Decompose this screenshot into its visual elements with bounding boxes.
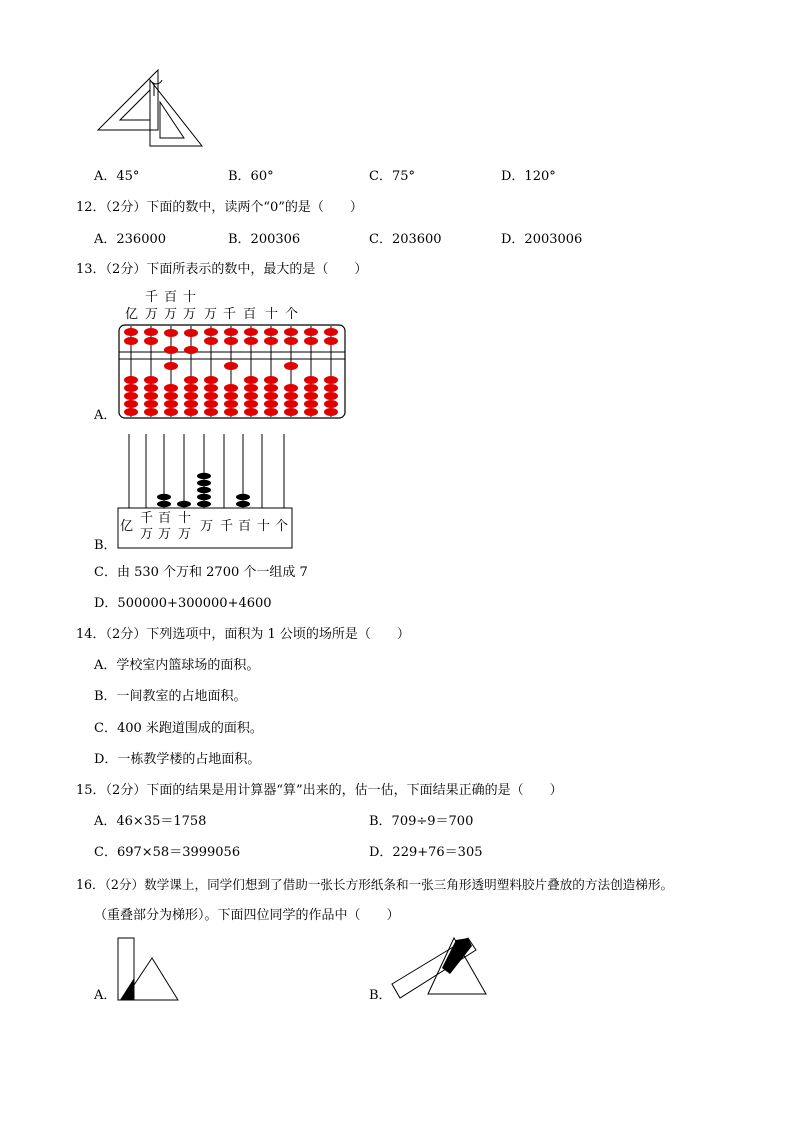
- abacus-a-bead: [164, 392, 178, 400]
- abacus-b-bead: [157, 501, 171, 507]
- abacus-b-bead: [157, 494, 171, 500]
- abacus-a-bottom-label-6: 千: [223, 307, 237, 322]
- abacus-a-bead: [204, 337, 218, 345]
- abacus-a-bead: [244, 392, 258, 400]
- abacus-a-bead: [264, 384, 278, 392]
- abacus-a-bead: [244, 337, 258, 345]
- q16-figure-b: [390, 936, 490, 1006]
- q16-stem-2: （重叠部分为梯形）。下面四位同学的作品中（ ）: [94, 908, 400, 923]
- abacus-a-bead: [144, 392, 158, 400]
- q16-figure-a: [116, 936, 186, 1002]
- q11-option-a[interactable]: A．45°: [94, 169, 140, 184]
- abacus-a-bead: [144, 384, 158, 392]
- q13-option-c[interactable]: C．由 530 个万和 2700 个一组成 7: [94, 565, 308, 580]
- abacus-a-bottom-label-4: 万: [183, 307, 197, 322]
- abacus-a-bead: [224, 400, 238, 408]
- abacus-a-bead: [164, 346, 178, 354]
- abacus-b-label-bai: 百: [158, 511, 172, 526]
- abacus-b-label-wan1: 万: [140, 527, 154, 542]
- abacus-a-bead: [264, 337, 278, 345]
- abacus-a-bead: [184, 392, 198, 400]
- abacus-a-bead: [184, 376, 198, 384]
- abacus-b-label-wan4: 万: [200, 519, 214, 534]
- abacus-b-label-qian2: 千: [220, 519, 234, 534]
- abacus-a-bead: [324, 337, 338, 345]
- q12-option-a[interactable]: A．236000: [94, 232, 167, 247]
- abacus-b-label-wan2: 万: [158, 527, 172, 542]
- q16-stem: 16．（2分）数学课上，同学们想到了借助一张长方形纸条和一张三角形透明塑料胶片叠放的方法创造梯形。: [76, 877, 674, 892]
- abacus-b-bead: [197, 480, 211, 486]
- abacus-b-label-shi2: 十: [257, 519, 271, 534]
- q15-option-d[interactable]: D．229+76＝305: [369, 845, 483, 860]
- abacus-a-bead: [204, 384, 218, 392]
- abacus-a-bead: [204, 400, 218, 408]
- q15-option-a[interactable]: A．46×35＝1758: [94, 814, 207, 829]
- q12-stem: 12．（2分）下面的数中，读两个“0”的是（ ）: [76, 200, 363, 215]
- abacus-a-top-label-2: 百: [164, 290, 178, 305]
- abacus-a-bead: [184, 408, 198, 416]
- abacus-a-bead: [304, 328, 318, 336]
- abacus-a-bead: [204, 392, 218, 400]
- abacus-a-bead: [324, 376, 338, 384]
- abacus-a-bead: [284, 400, 298, 408]
- q14-option-a[interactable]: A．学校室内篮球场的面积。: [94, 658, 260, 673]
- q13-option-d[interactable]: D．500000+300000+4600: [94, 596, 272, 611]
- abacus-a-bead: [144, 400, 158, 408]
- abacus-a-top-label-3: 十: [183, 290, 197, 305]
- abacus-a-bead: [264, 328, 278, 336]
- abacus-a-bead: [264, 376, 278, 384]
- abacus-b-label-bai2: 百: [238, 519, 252, 534]
- q12-option-b[interactable]: B．200306: [228, 232, 301, 247]
- abacus-a-bead: [304, 376, 318, 384]
- abacus-a-bead: [204, 328, 218, 336]
- abacus-b-label-wan3: 万: [178, 527, 192, 542]
- abacus-a-bead: [164, 400, 178, 408]
- abacus-b-bead: [197, 501, 211, 507]
- abacus-a-bead: [284, 362, 298, 370]
- q15-stem: 15．（2分）下面的结果是用计算器“算”出来的，估一估，下面结果正确的是（ ）: [76, 783, 563, 798]
- abacus-a-bead: [244, 376, 258, 384]
- q14-option-c[interactable]: C．400 米跑道围成的面积。: [94, 721, 263, 736]
- q14-option-d[interactable]: D．一栋教学楼的占地面积。: [94, 752, 261, 767]
- q11-option-b[interactable]: B．60°: [228, 169, 274, 184]
- q16-a-overlap: [120, 978, 134, 1000]
- abacus-b-label-shi: 十: [178, 511, 192, 526]
- abacus-a-bead: [124, 392, 138, 400]
- abacus-a-bottom-label-7: 百: [243, 307, 257, 322]
- abacus-a-bottom-label-9: 个: [285, 307, 299, 322]
- q16-option-a[interactable]: A．: [94, 988, 117, 1003]
- abacus-a-bead: [144, 408, 158, 416]
- abacus-a-bead: [264, 392, 278, 400]
- q11-option-c[interactable]: C．75°: [369, 169, 415, 184]
- abacus-a-bead: [244, 408, 258, 416]
- abacus-a-bead: [304, 400, 318, 408]
- abacus-a-bead: [284, 384, 298, 392]
- abacus-a-bead: [164, 362, 178, 370]
- abacus-a-bead: [184, 384, 198, 392]
- abacus-a-bead: [224, 392, 238, 400]
- abacus-a-bead: [244, 400, 258, 408]
- q16-b-overlap: [442, 938, 472, 974]
- abacus-a-bead: [224, 384, 238, 392]
- abacus-a-bottom-label-1: 亿: [125, 307, 139, 322]
- abacus-a-bead: [284, 337, 298, 345]
- abacus-b-label-yi: 亿: [120, 519, 134, 534]
- abacus-a-bead: [284, 328, 298, 336]
- abacus-a-bead: [324, 384, 338, 392]
- abacus-a-bottom-label-2: 万: [145, 307, 159, 322]
- abacus-a-bead: [324, 400, 338, 408]
- abacus-a-bead: [304, 408, 318, 416]
- q16-option-b[interactable]: B．: [369, 988, 392, 1003]
- abacus-a-bead: [124, 337, 138, 345]
- q14-option-b[interactable]: B．一间教室的占地面积。: [94, 689, 247, 704]
- abacus-a-bead: [124, 328, 138, 336]
- abacus-a-bead: [224, 337, 238, 345]
- abacus-a-bead: [204, 376, 218, 384]
- abacus-a-bead: [144, 337, 158, 345]
- set-squares-figure: [96, 66, 216, 156]
- abacus-a-bead: [184, 346, 198, 354]
- abacus-a-bead: [144, 328, 158, 336]
- abacus-a-bead: [224, 362, 238, 370]
- abacus-b-bead: [197, 487, 211, 493]
- q14-stem: 14．（2分）下列选项中，面积为 1 公顷的场所是（ ）: [76, 627, 410, 642]
- abacus-a-option-label[interactable]: A．: [94, 408, 117, 423]
- abacus-a-bead: [284, 392, 298, 400]
- q15-option-b[interactable]: B．709÷9＝700: [369, 814, 474, 829]
- abacus-a-bead: [184, 329, 198, 337]
- abacus-a-bead: [184, 400, 198, 408]
- abacus-b-bead: [236, 501, 250, 507]
- abacus-a-bead: [164, 329, 178, 337]
- abacus-a-bead: [124, 408, 138, 416]
- abacus-a-bead: [244, 328, 258, 336]
- abacus-a-bead: [164, 408, 178, 416]
- abacus-a-bead: [264, 408, 278, 416]
- q12-option-d[interactable]: D．2003006: [501, 232, 583, 247]
- q11-option-d[interactable]: D．120°: [501, 169, 556, 184]
- q13-stem: 13．（2分）下面所表示的数中，最大的是（ ）: [76, 262, 368, 277]
- abacus-b-bead: [197, 494, 211, 500]
- abacus-b-bead: [197, 473, 211, 479]
- abacus-a-bead: [124, 400, 138, 408]
- abacus-a-bead: [164, 384, 178, 392]
- abacus-b-option-label[interactable]: B．: [94, 538, 117, 553]
- abacus-a-bead: [324, 408, 338, 416]
- abacus-b-bead: [236, 494, 250, 500]
- abacus-a-bottom-label-5: 万: [204, 307, 218, 322]
- abacus-a-bead: [204, 408, 218, 416]
- abacus-a-bead: [304, 337, 318, 345]
- abacus-a-bead: [284, 408, 298, 416]
- abacus-a-bead: [124, 376, 138, 384]
- abacus-a-bead: [304, 384, 318, 392]
- abacus-b-bead: [177, 501, 191, 507]
- q15-option-c[interactable]: C．697×58＝3999056: [94, 845, 241, 860]
- abacus-a-bead: [304, 392, 318, 400]
- q12-option-c[interactable]: C．203600: [369, 232, 442, 247]
- abacus-a-bead: [244, 384, 258, 392]
- abacus-a-bead: [324, 328, 338, 336]
- abacus-b: [116, 432, 296, 572]
- abacus-b-label-ge: 个: [275, 519, 289, 534]
- abacus-a-bead: [264, 400, 278, 408]
- abacus-a-bottom-label-8: 十: [265, 307, 279, 322]
- abacus-a-bead: [124, 384, 138, 392]
- abacus-a: [118, 324, 348, 420]
- abacus-a-top-label-1: 千: [145, 290, 159, 305]
- abacus-a-bottom-label-3: 万: [164, 307, 178, 322]
- abacus-a-bead: [224, 408, 238, 416]
- abacus-b-label-qian: 千: [140, 511, 154, 526]
- abacus-a-bead: [144, 376, 158, 384]
- abacus-a-bead: [224, 328, 238, 336]
- abacus-a-bead: [324, 392, 338, 400]
